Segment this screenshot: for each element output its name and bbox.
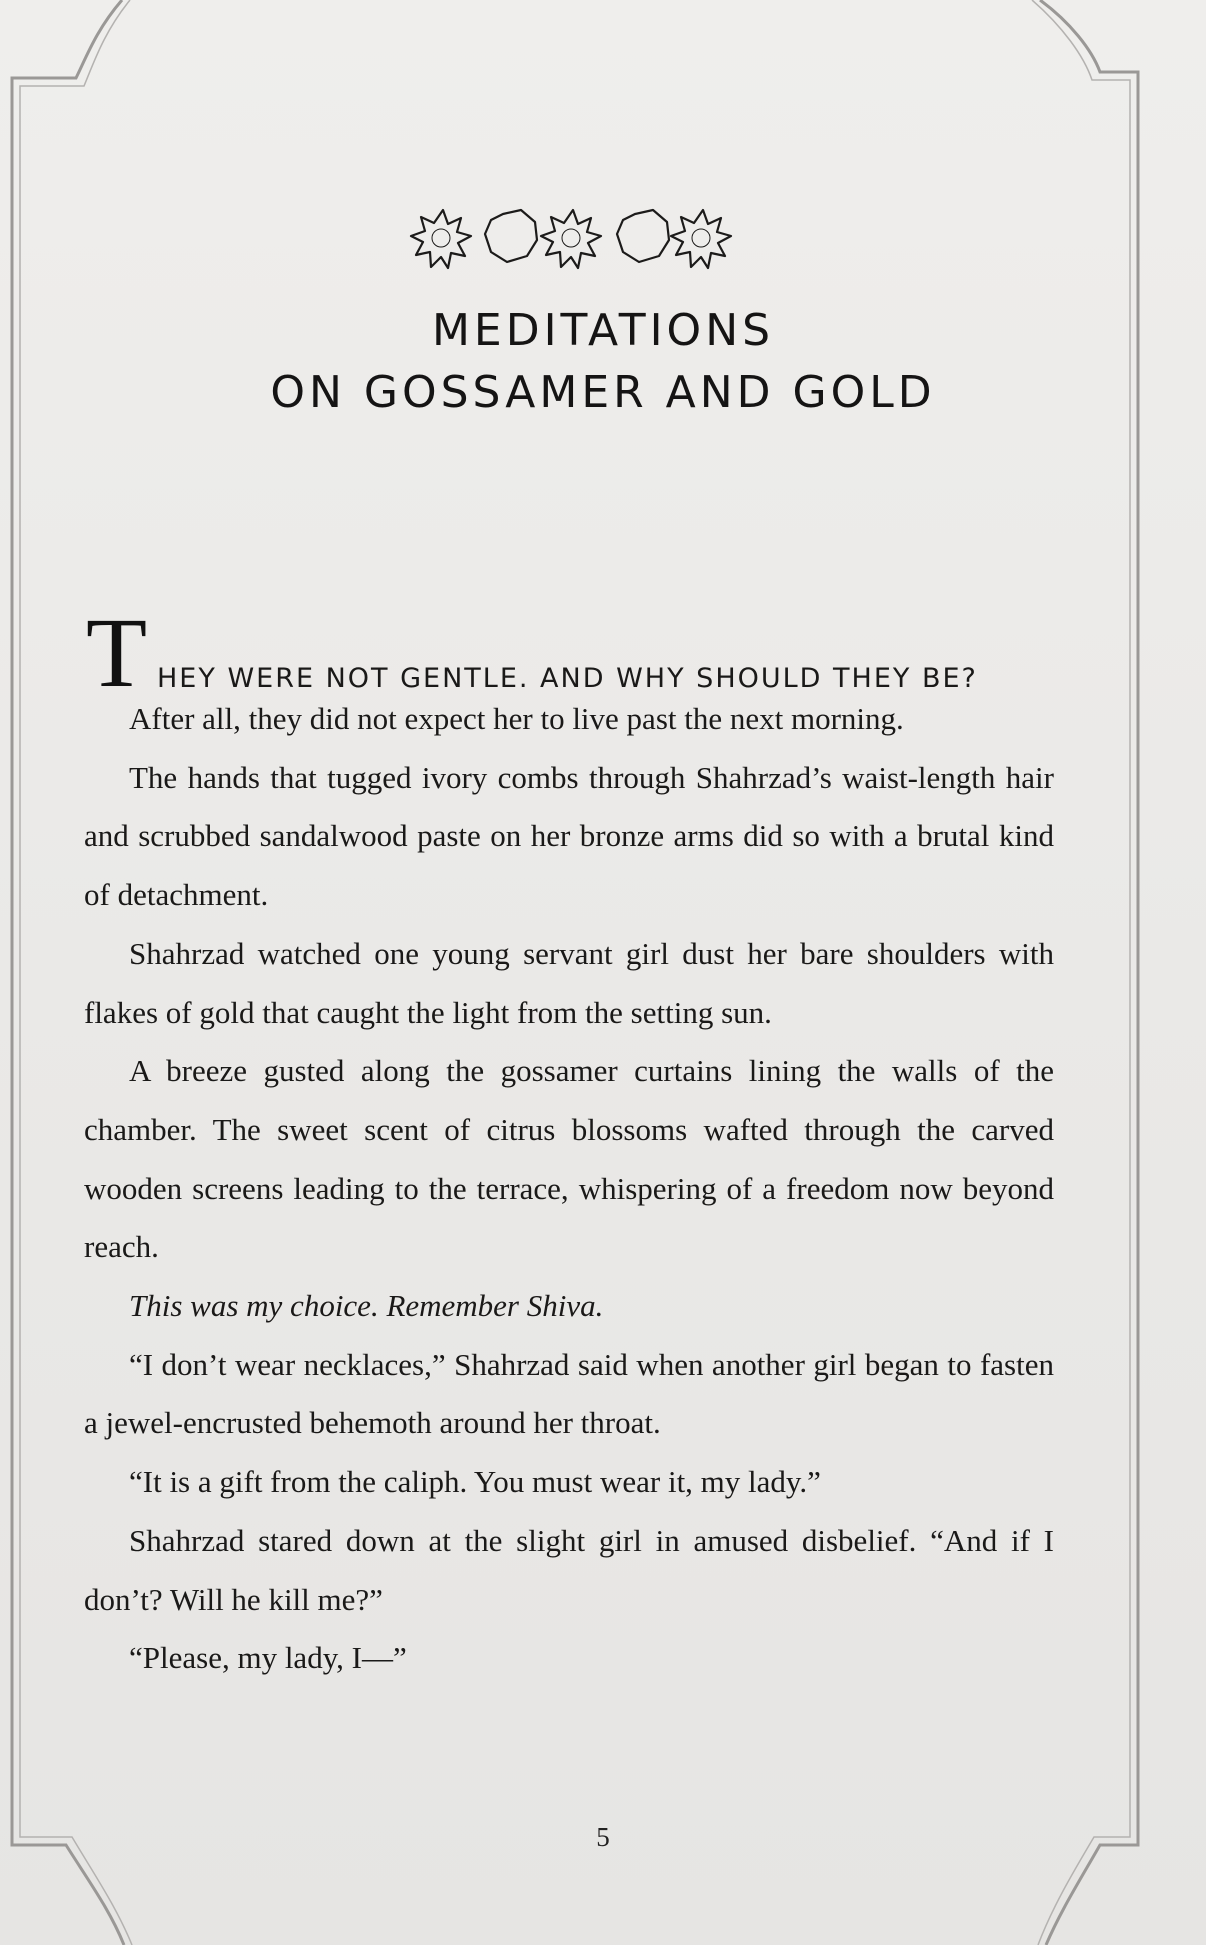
chapter-title-line-1: MEDITATIONS [431,305,775,356]
opening-paragraph [84,597,1054,708]
star-octagon-ornament-icon [403,200,743,280]
page-number: 5 [596,1822,610,1852]
chapter-body [84,597,1054,1688]
paragraph: Shahrzad watched one young servant girl dust her bare shoulders with flakes of gold that caught the light from the setting sun. [84,935,1054,1030]
drop-cap: T [86,597,148,708]
paragraph: “Please, my lady, I—” [129,1640,407,1676]
paragraph: “I don’t wear necklaces,” Shahrzad said when another girl began to fasten a jewel-encrusted behemoth around her throat. [84,1346,1054,1441]
chapter-title-line-2: ON GOSSAMER AND GOLD [270,367,936,418]
paragraph: A breeze gusted along the gossamer curtains lining the walls of the chamber. The sweet scent of citrus blossoms wafted through the carved wooden screens leading to the terrace, whispering of a freedom now beyond reach. [84,1053,1054,1265]
paragraph: After all, they did not expect her to live past the next morning. [129,701,904,736]
chapter-title [0,300,1206,424]
paragraph: Shahrzad stared down at the slight girl in amused disbelief. “And if I don’t? Will he kill me?” [84,1522,1054,1617]
italic-thought: This was my choice. Remember Shiva. [129,1288,604,1324]
paragraph: “It is a gift from the caliph. You must wear it, my lady.” [129,1464,821,1500]
paragraph: The hands that tugged ivory combs through Shahrzad’s waist-length hair and scrubbed sandalwood paste on her bronze arms did so with a brutal kind of detachment. [84,759,1054,913]
opening-line: HEY WERE NOT GENTLE. AND WHY SHOULD THEY BE? [157,663,978,694]
